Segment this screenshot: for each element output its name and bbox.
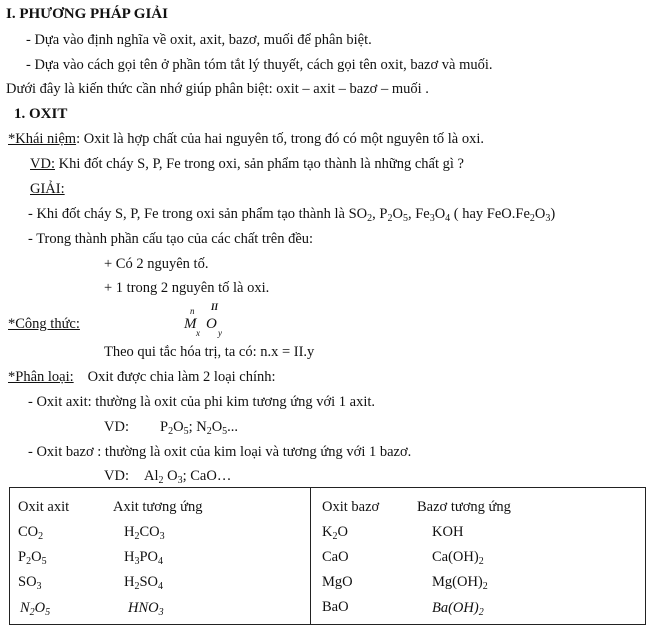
header-oxit-axit: Oxit axit — [18, 499, 70, 515]
table-cell-hno3: $HNO_3$ — [128, 600, 164, 618]
bullet-definition: - Dựa vào định nghĩa về oxit, axit, bazơ, muối để phân biệt. — [26, 32, 372, 48]
header-axit-tuong-ung: Axit tương ứng — [113, 499, 203, 515]
formula-valence-ii: II — [211, 302, 219, 312]
table-cell-koh: KOH — [432, 524, 464, 540]
table-cell-caoh2: $Ca(OH)_2$ — [432, 549, 484, 567]
header-bazo-tuong-ung: Bazơ tương ứng — [417, 499, 511, 515]
table-cell-so3: $SO_3$ — [18, 574, 42, 592]
table-cell-h2so4: $H_2SO_4$ — [124, 574, 164, 592]
point-two-elements: + Có 2 nguyên tố. — [104, 256, 209, 272]
general-formula — [184, 302, 234, 338]
table-cell-k2o: $K_2O$ — [322, 524, 348, 542]
vd-label: VD: — [30, 156, 55, 172]
example-line — [30, 155, 464, 173]
oxide-table — [9, 487, 646, 625]
acidic-vd-label: VD: — [104, 419, 129, 435]
oxit-heading: 1. OXIT — [14, 106, 68, 122]
point-oxygen: + 1 trong 2 nguyên tố là oxi. — [104, 280, 270, 296]
example-question: Khi đốt cháy S, P, Fe trong oxi, sản phẩm tạo thành là những chất gì ? — [54, 156, 464, 172]
bullet-naming: - Dựa vào cách gọi tên ở phần tóm tắt lý thuyết, cách gọi tên oxit, bazơ và muối. — [26, 57, 493, 73]
table-cell-co2: $CO_2$ — [18, 524, 44, 542]
answer-line — [28, 205, 555, 223]
acidic-examples: $P_2O_5$; $N_2O_5$... — [160, 419, 239, 437]
khai-niem-label: *Khái niệm — [8, 131, 77, 147]
table-cell-n2o5: $N_2O_5$ — [20, 600, 51, 618]
table-cell-p2o5: $P_2O_5$ — [18, 549, 47, 567]
basic-examples: $Al_2$ $O_3$; CaO… — [144, 468, 232, 486]
khai-niem-line — [8, 130, 484, 148]
answer-formula: $SO_2$, $P_2O_5$, $Fe_3O_4$ ( hay $FeO.Fe_2O_3$) — [348, 206, 556, 224]
intro-text: Dưới đây là kiến thức cần nhớ giúp phân biệt: oxit – axit – bazơ – muối . — [6, 81, 429, 97]
giai-label: GIẢI: — [30, 181, 65, 197]
answer-prefix: - Khi đốt cháy S, P, Fe trong oxi sản phẩm tạo thành là — [28, 206, 349, 222]
table-divider — [310, 488, 311, 624]
formula-o: O — [206, 316, 217, 332]
basic-vd-label: VD: — [104, 468, 129, 484]
formula-valence-n: n — [190, 306, 195, 316]
composition-line: - Trong thành phần cấu tạo của các chất trên đều: — [28, 231, 314, 247]
table-cell-bao: BaO — [322, 599, 349, 615]
acidic-oxide-line: - Oxit axit: thường là oxit của phi kim tương ứng với 1 axit. — [28, 394, 376, 410]
basic-oxide-line: - Oxit bazơ : thường là oxit của kim loại và tương ứng với 1 bazơ. — [28, 444, 412, 460]
table-cell-h3po4: $H_3PO_4$ — [124, 549, 164, 567]
phan-loai-label: *Phân loại: — [8, 369, 74, 385]
formula-x: x — [196, 328, 200, 338]
section-title: I. PHƯƠNG PHÁP GIẢI — [6, 6, 168, 22]
cong-thuc-label: *Công thức: — [8, 316, 80, 332]
phan-loai-text: Oxit được chia làm 2 loại chính: — [87, 369, 276, 385]
formula-y: y — [218, 328, 222, 338]
formula-m: M — [184, 316, 197, 332]
khai-niem-text: : Oxit là hợp chất của hai nguyên tố, trong đó có một nguyên tố là oxi. — [76, 131, 485, 147]
table-cell-mgo: MgO — [322, 574, 353, 590]
table-cell-mgoh2: $Mg(OH)_2$ — [432, 574, 488, 592]
header-oxit-bazo: Oxit bazơ — [322, 499, 380, 515]
phan-loai-line — [8, 368, 276, 386]
valence-rule: Theo qui tắc hóa trị, ta có: n.x = II.y — [104, 344, 315, 360]
table-cell-baoh2: $Ba(OH)_2$ — [432, 600, 484, 618]
table-cell-h2co3: $H_2CO_3$ — [124, 524, 165, 542]
table-cell-cao: CaO — [322, 549, 349, 565]
